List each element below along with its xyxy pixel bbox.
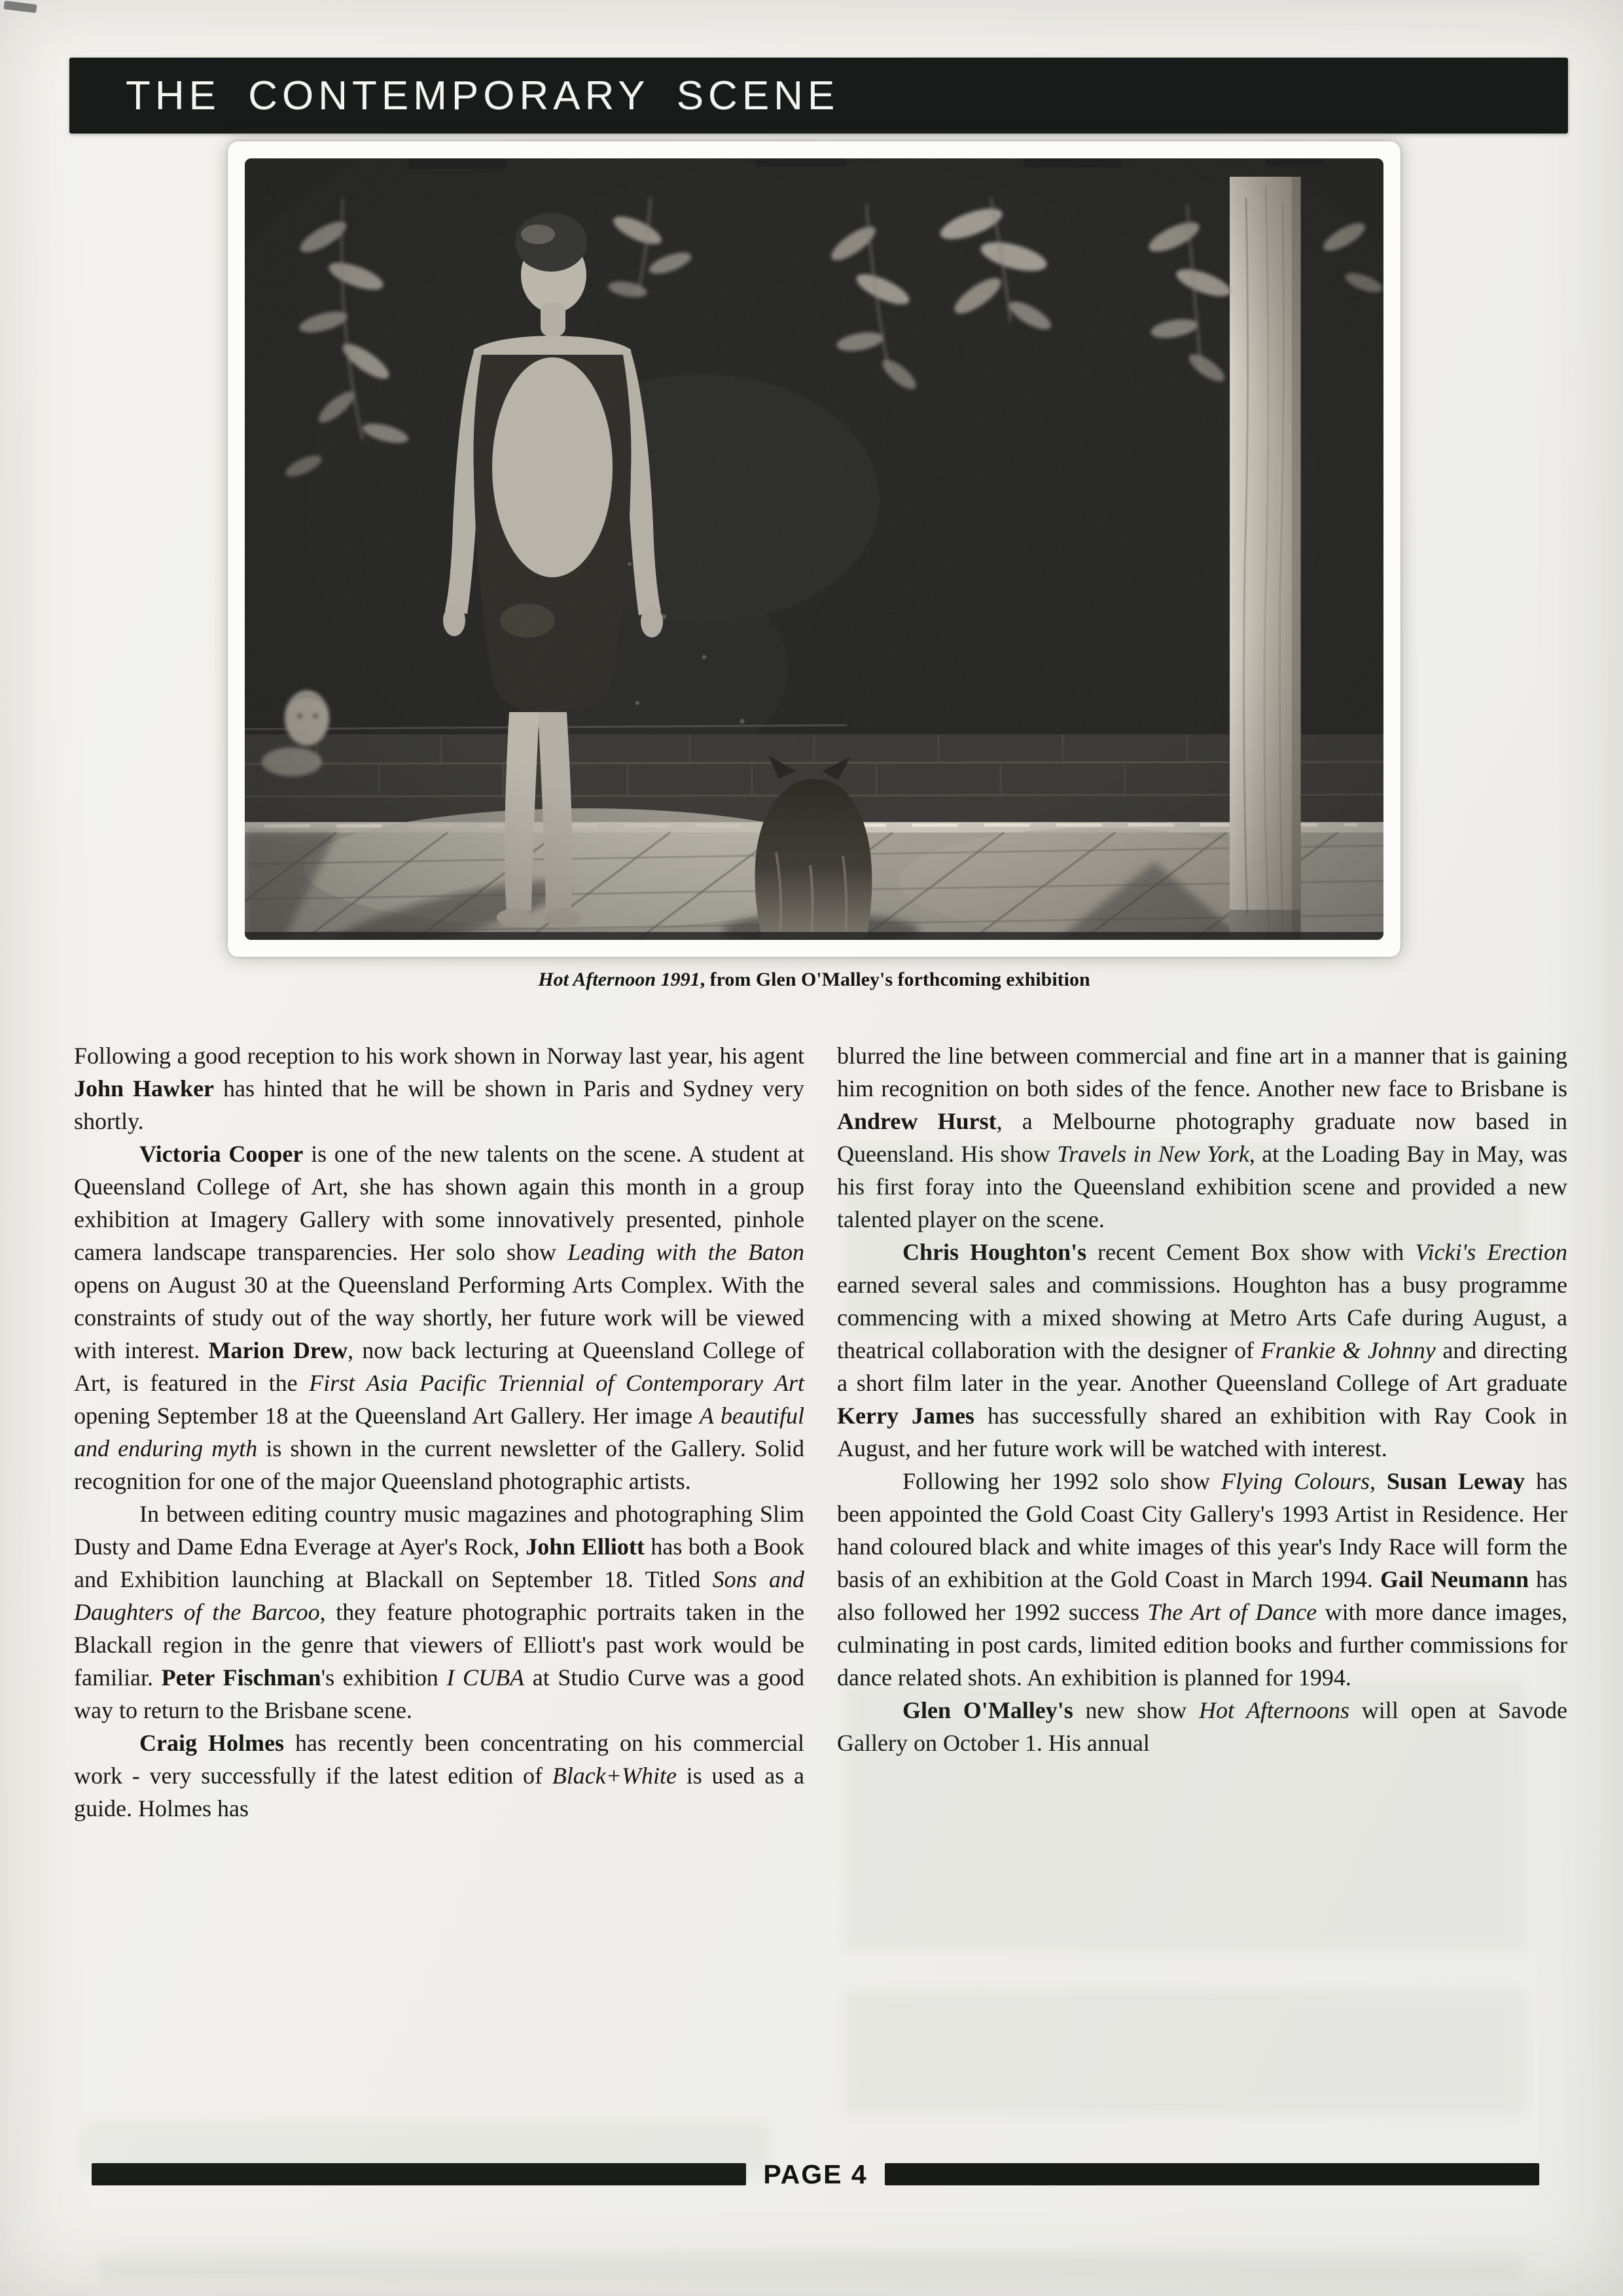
night-pool-photo-illustration — [245, 158, 1383, 940]
photo-caption — [228, 969, 1400, 991]
paragraph: Chris Houghton's recent Cement Box show with Vicki's Erection earned several sales and commissions. Houghton has a busy programme commencing with a mixed showing at Metro Arts Cafe during August, a theatrical collaboration with the designer of Frankie & Johnny and directing a short film later in the year. Another Queensland College of Art graduate Kerry James has successfully shared an exhibition with Ray Cook in August, and her future work will be watched with interest. — [837, 1239, 1567, 1462]
page-footer — [92, 2160, 1539, 2189]
left-column — [74, 1039, 804, 1825]
page-number: PAGE 4 — [763, 2159, 868, 2189]
paragraph: Victoria Cooper is one of the new talents on the scene. A student at Queensland College of Art, she has shown again this month in a group exhibition at Imagery Gallery with some innovatively presented, pinhole camera landscape transparencies. Her solo show Leading with the Baton opens on August 30 at the Queensland Performing Arts Complex. With the constraints of study out of the way shortly, her future work will be viewed with interest. Marion Drew, now back lecturing at Queensland College of Art, is featured in the First Asia Pacific Triennial of Contemporary Art opening September 18 at the Queensland Art Gallery. Her image A beautiful and enduring myth is shown in the current newsletter of the Gallery. Solid recognition for one of the major Queensland photographic artists. — [74, 1141, 805, 1494]
paragraph: Hot Afternoon 1991, from Glen O'Malley's forthcoming exhibition — [538, 969, 1090, 990]
paragraph: Craig Holmes has recently been concentrating on his commercial work - very successfully if the latest edition of Black+White is used as a guide. Holmes has — [74, 1730, 804, 1821]
paragraph: Glen O'Malley's new show Hot Afternoons will open at Savode Gallery on October 1. His annual — [837, 1697, 1567, 1756]
scan-artifact — [3, 1, 37, 13]
footer-rule-left — [92, 2163, 746, 2185]
paragraph: blurred the line between commercial and fine art in a manner that is gaining him recognition on both sides of the fence. Another new face to Brisbane is Andrew Hurst, a Melbourne photography graduate now based in Queensland. His show Travels in New York, at the Loading Bay in May, was his first foray into the Queensland exhibition scene and provided a new talented player on the scene. — [837, 1043, 1568, 1232]
paragraph: Following her 1992 solo show Flying Colours, Susan Leway has been appointed the Gold Coast City Gallery's 1993 Artist in Residence. Her hand coloured black and white images of this year's Indy Race will form the basis of an exhibition at the Gold Coast in March 1994. Gail Neumann has also followed her 1992 success The Art of Dance with more dance images, culminating in post cards, limited edition books and further commissions for dance related shots. An exhibition is planned for 1994. — [837, 1468, 1568, 1691]
photo — [245, 158, 1383, 940]
right-column — [837, 1039, 1567, 1759]
scan-bleedthrough — [98, 2255, 1525, 2280]
photo-frame — [228, 141, 1400, 957]
paragraph: Following a good reception to his work shown in Norway last year, his agent John Hawker has hinted that he will be shown in Paris and Sydney very shortly. — [74, 1043, 804, 1134]
photo-grain — [245, 158, 1383, 940]
scan-bleedthrough — [844, 1990, 1525, 2114]
section-header-bar — [69, 58, 1568, 134]
footer-rule-right — [885, 2163, 1539, 2185]
page-title: THE CONTEMPORARY SCENE — [126, 73, 840, 118]
paragraph: In between editing country music magazines and photographing Slim Dusty and Dame Edna Everage at Ayer's Rock, John Elliott has both a Book and Exhibition launching at Blackall on September 18. Titled Sons and Daughters of the Barcoo, they feature photographic portraits taken in the Blackall region in the genre that viewers of Elliott's past work would be familiar. Peter Fischman's exhibition I CUBA at Studio Curve was a good way to return to the Brisbane scene. — [74, 1501, 805, 1723]
